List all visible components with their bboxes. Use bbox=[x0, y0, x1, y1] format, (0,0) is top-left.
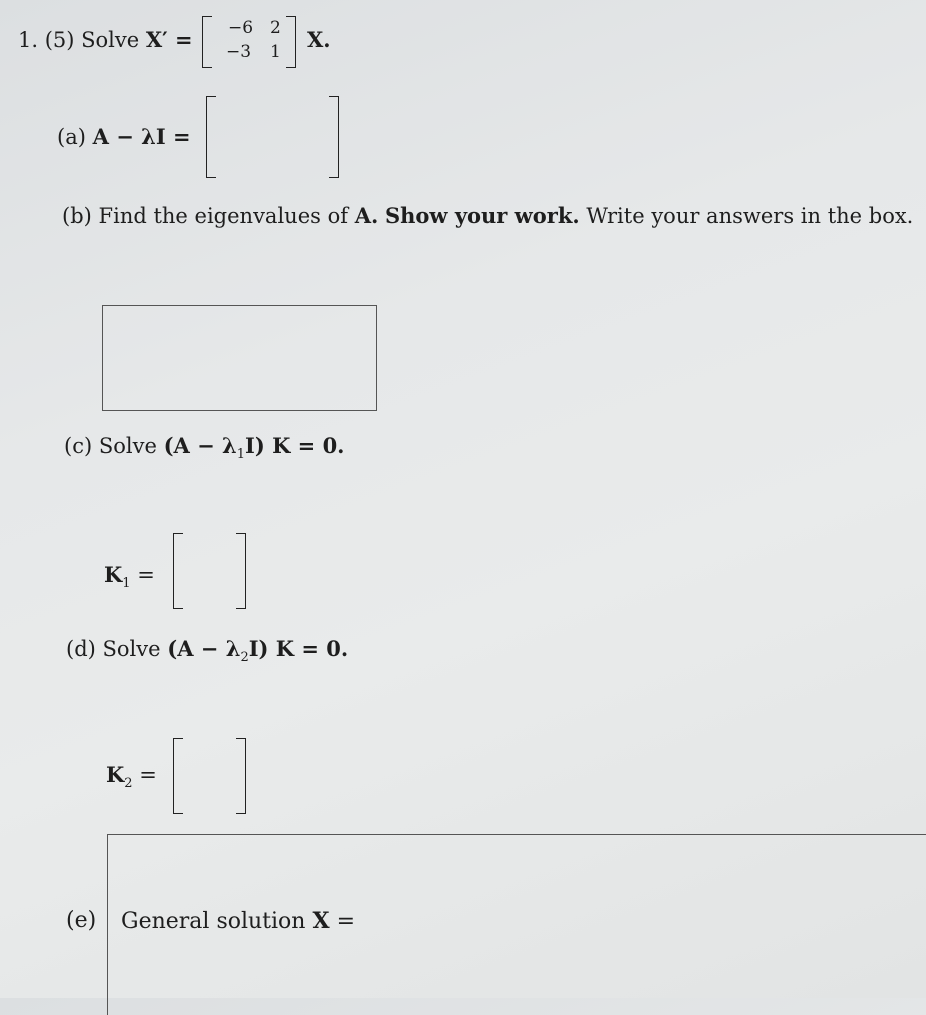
k2-subscript: 2 bbox=[124, 776, 133, 792]
k2-right-bracket bbox=[236, 738, 246, 814]
eigenvalues-answer-box[interactable] bbox=[102, 305, 377, 411]
part-c-subscript: 1 bbox=[236, 447, 246, 463]
part-e-var: X bbox=[312, 908, 330, 934]
part-b-text-after: Write your answers in the box. bbox=[586, 204, 914, 228]
problem-points: (5) Solve bbox=[44, 28, 140, 52]
k1-left-bracket bbox=[173, 533, 183, 609]
part-e-equals: = bbox=[336, 909, 355, 934]
k1-label bbox=[104, 562, 155, 591]
k2-left-bracket bbox=[173, 738, 183, 814]
part-d-line bbox=[66, 636, 348, 665]
part-a-line bbox=[57, 124, 191, 149]
part-d-expr-post: I) K = 0. bbox=[248, 636, 349, 661]
part-b-var: A. bbox=[354, 203, 379, 228]
part-d-subscript: 2 bbox=[240, 650, 249, 666]
part-c-text: Solve bbox=[98, 434, 157, 458]
k2-label bbox=[106, 762, 157, 791]
part-e-line bbox=[121, 908, 355, 934]
k2-equals: = bbox=[139, 763, 157, 787]
part-b-emphasis: Show your work. bbox=[384, 203, 580, 228]
k1-subscript: 1 bbox=[122, 576, 131, 592]
part-d-text: Solve bbox=[102, 637, 161, 661]
matrix-r2c1: −3 bbox=[226, 42, 252, 62]
part-a-label: (a) bbox=[57, 125, 86, 149]
part-b-label: (b) bbox=[62, 204, 92, 228]
part-d-expr-pre: (A − λ bbox=[167, 636, 241, 661]
matrix-r1c2: 2 bbox=[270, 18, 281, 38]
matrix-right-bracket bbox=[286, 16, 296, 68]
part-c-label: (c) bbox=[64, 434, 93, 458]
part-b-line bbox=[62, 203, 913, 228]
problem-lhs: X′ = bbox=[145, 27, 193, 52]
part-e-label-wrap bbox=[66, 908, 96, 933]
part-c-expr-pre: (A − λ bbox=[163, 433, 237, 458]
part-b-text-before: Find the eigenvalues of bbox=[98, 204, 348, 228]
part-a-expr: A − λI = bbox=[92, 124, 191, 149]
matrix-r2c2: 1 bbox=[270, 42, 281, 62]
part-a-left-bracket bbox=[206, 96, 216, 178]
problem-rhs: X. bbox=[307, 27, 331, 52]
problem-header bbox=[18, 27, 193, 52]
part-d-label: (d) bbox=[66, 637, 96, 661]
part-e-label: (e) bbox=[66, 908, 97, 933]
matrix-left-bracket bbox=[202, 16, 212, 68]
k1-right-bracket bbox=[236, 533, 246, 609]
k1-equals: = bbox=[137, 563, 155, 587]
k2-name: K bbox=[106, 762, 125, 787]
k1-name: K bbox=[104, 562, 123, 587]
matrix-r1c1: −6 bbox=[228, 18, 254, 38]
part-c-expr-post: I) K = 0. bbox=[245, 433, 345, 458]
problem-number: 1. bbox=[18, 28, 39, 52]
part-c-line bbox=[64, 433, 345, 462]
part-e-text: General solution bbox=[121, 909, 306, 934]
part-a-right-bracket bbox=[329, 96, 339, 178]
